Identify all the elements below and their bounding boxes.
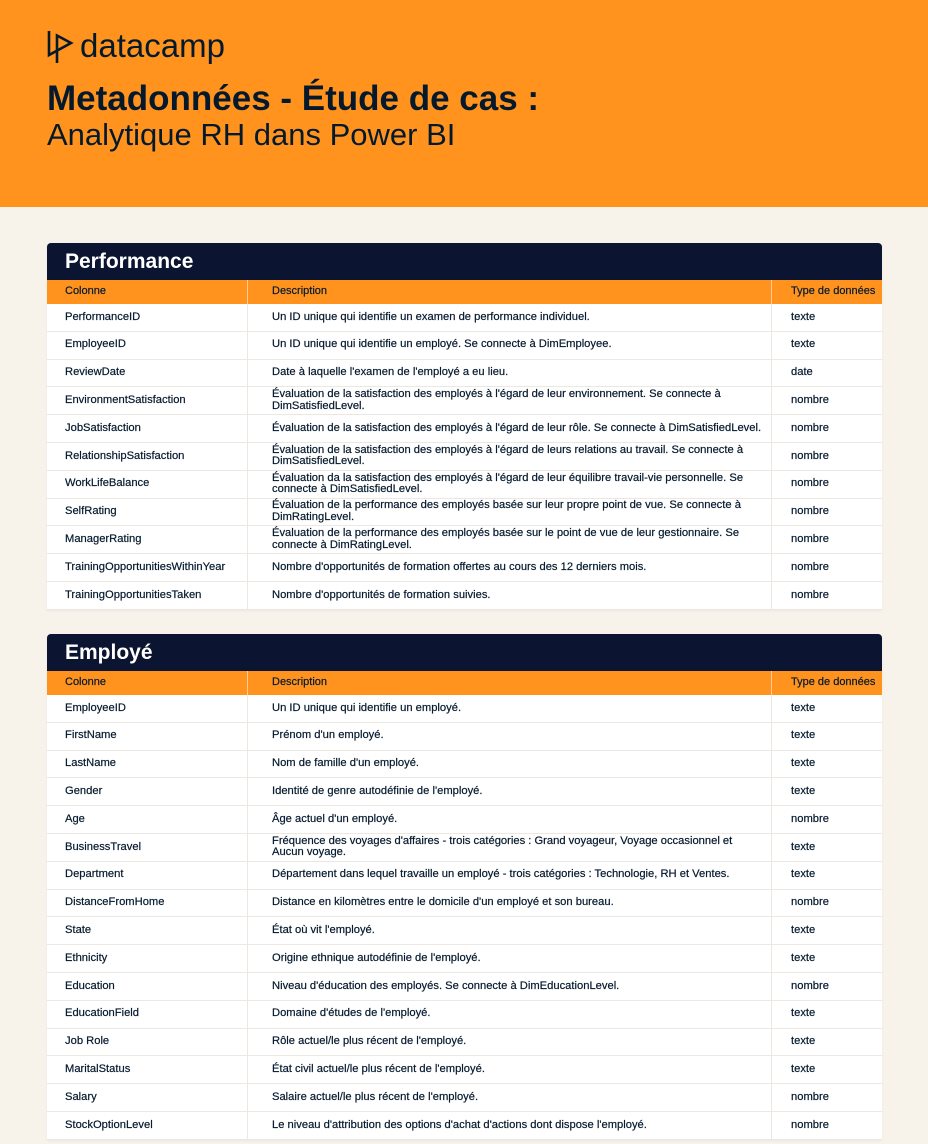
datacamp-logo-icon [46,29,74,65]
description-cell: Identité de genre autodéfinie de l'employé. [247,778,771,805]
data-type-cell: texte [771,778,882,805]
data-type-cell: nombre [771,415,882,442]
description-cell: Évaluation de la performance des employés basée sur leur propre point de vue. Se connecte à DimRatingLevel. [247,499,771,526]
table-row [47,1112,882,1140]
table-row [47,834,882,862]
column-name-cell: EmployeeID [65,701,126,714]
data-type-cell: nombre [771,526,882,553]
description-cell: Date à laquelle l'examen de l'employé a eu lieu. [247,360,771,387]
performance-table [47,243,882,610]
table-row [47,917,882,945]
description-cell: Nombre d'opportunités de formation suivies. [247,582,771,609]
column-name-cell: EducationField [65,1007,140,1020]
column-name-cell: Salary [65,1090,97,1103]
description-cell: État civil actuel/le plus récent de l'employé. [247,1056,771,1083]
table-row [47,695,882,723]
data-type-cell: nombre [771,890,882,917]
description-cell: Évaluation da la satisfaction des employés à l'égard de leur équilibre travail-vie personnelle. Se connecte à DimSatisfiedLevel. [247,471,771,498]
description-cell: Domaine d'études de l'employé. [247,1001,771,1028]
table-body [47,304,882,610]
description-cell: Origine ethnique autodéfinie de l'employé. [247,945,771,972]
data-type-cell: texte [771,332,882,359]
data-type-cell: texte [771,695,882,722]
column-name-cell: DistanceFromHome [65,896,165,909]
data-type-cell: nombre [771,582,882,609]
table-row [47,1056,882,1084]
column-header-description: Description [247,671,771,695]
description-cell: Évaluation de la performance des employés basée sur le point de vue de leur gestionnaire. Se connecte à DimRatingLevel. [247,526,771,553]
table-row [47,471,882,499]
description-cell: Distance en kilomètres entre le domicile d'un employé et son bureau. [247,890,771,917]
description-cell: Département dans lequel travaille un employé - trois catégories : Technologie, RH et Ventes. [247,862,771,889]
description-cell: Salaire actuel/le plus récent de l'employé. [247,1084,771,1111]
table-row [47,387,882,415]
table-row [47,1084,882,1112]
description-cell: Âge actuel d'un employé. [247,806,771,833]
table-row [47,499,882,527]
description-cell: Un ID unique qui identifie un employé. [247,695,771,722]
data-type-cell: nombre [771,973,882,1000]
description-cell: Un ID unique qui identifie un examen de performance individuel. [247,304,771,331]
column-name-cell: ManagerRating [65,532,142,545]
datacamp-logo-mark [46,29,74,65]
column-name-cell: Education [65,979,115,992]
column-name-cell: TrainingOpportunitiesTaken [65,588,202,601]
column-name-cell: SelfRating [65,505,117,518]
table-row [47,778,882,806]
table-row [47,332,882,360]
description-cell: État où vit l'employé. [247,917,771,944]
description-cell: Nom de famille d'un employé. [247,751,771,778]
column-name-cell: EnvironmentSatisfaction [65,393,186,406]
table-header-row [47,280,882,304]
table-row [47,526,882,554]
table-row [47,973,882,1001]
table-row [47,443,882,471]
description-cell: Évaluation de la satisfaction des employés à l'égard de leurs relations au travail. Se connecte à DimSatisfiedLevel. [247,443,771,470]
table-body [47,695,882,1140]
column-name-cell: StockOptionLevel [65,1118,153,1131]
table-row [47,554,882,582]
table-row [47,806,882,834]
table-row [47,582,882,610]
table-row [47,862,882,890]
data-type-cell: texte [771,1029,882,1056]
section-title: Employé [47,634,882,671]
table-row [47,723,882,751]
table-row [47,1029,882,1057]
description-cell: Le niveau d'attribution des options d'achat d'actions dont dispose l'employé. [247,1112,771,1139]
description-cell: Fréquence des voyages d'affaires - trois catégories : Grand voyageur, Voyage occasionnel et Aucun voyage. [247,834,771,861]
data-type-cell: texte [771,917,882,944]
logo-wordmark: datacamp [80,27,225,64]
column-name-cell: WorkLifeBalance [65,477,150,490]
table-row [47,1001,882,1029]
column-header-data-type: Type de données [771,671,882,695]
column-name-cell: MaritalStatus [65,1062,131,1075]
table-row [47,751,882,779]
employee-table [47,634,882,1140]
description-cell: Prénom d'un employé. [247,723,771,750]
table-row [47,945,882,973]
data-type-cell: nombre [771,471,882,498]
description-cell: Nombre d'opportunités de formation offertes au cours des 12 derniers mois. [247,554,771,581]
description-cell: Évaluation de la satisfaction des employés à l'égard de leur rôle. Se connecte à DimSatisfiedLevel. [247,415,771,442]
description-cell: Rôle actuel/le plus récent de l'employé. [247,1029,771,1056]
section-title: Performance [47,243,882,280]
table-row [47,360,882,388]
table-row [47,415,882,443]
data-type-cell: texte [771,1056,882,1083]
column-name-cell: LastName [65,757,116,770]
column-name-cell: Ethnicity [65,951,108,964]
data-type-cell: texte [771,751,882,778]
column-name-cell: Job Role [65,1035,110,1048]
description-cell: Évaluation de la satisfaction des employés à l'égard de leur environnement. Se connecte à DimSatisfiedLevel. [247,387,771,414]
data-type-cell: nombre [771,554,882,581]
table-row [47,304,882,332]
data-type-cell: nombre [771,1112,882,1139]
column-name-cell: BusinessTravel [65,840,142,853]
page-subtitle: Analytique RH dans Power BI [47,117,456,152]
column-name-cell: Gender [65,784,103,797]
column-name-cell: Department [65,868,124,881]
data-type-cell: nombre [771,387,882,414]
column-name-cell: State [65,923,92,936]
data-type-cell: nombre [771,443,882,470]
data-type-cell: nombre [771,1084,882,1111]
table-row [47,890,882,918]
column-name-cell: FirstName [65,729,117,742]
description-cell: Niveau d'éducation des employés. Se connecte à DimEducationLevel. [247,973,771,1000]
column-header-description: Description [247,280,771,304]
column-name-cell: JobSatisfaction [65,421,141,434]
column-name-cell: ReviewDate [65,366,126,379]
page-title: Metadonnées - Étude de cas : [47,79,540,118]
data-type-cell: date [771,360,882,387]
column-header-colonne: Colonne [65,676,106,689]
data-type-cell: nombre [771,806,882,833]
table-header-row [47,671,882,695]
description-cell: Un ID unique qui identifie un employé. Se connecte à DimEmployee. [247,332,771,359]
data-type-cell: texte [771,723,882,750]
data-type-cell: texte [771,1001,882,1028]
column-name-cell: EmployeeID [65,338,126,351]
column-name-cell: PerformanceID [65,310,141,323]
data-type-cell: texte [771,834,882,861]
column-name-cell: Age [65,812,85,825]
data-type-cell: nombre [771,499,882,526]
column-header-colonne: Colonne [65,285,106,298]
data-type-cell: texte [771,945,882,972]
column-name-cell: TrainingOpportunitiesWithinYear [65,560,226,573]
column-header-data-type: Type de données [771,280,882,304]
column-name-cell: RelationshipSatisfaction [65,449,185,462]
data-type-cell: texte [771,304,882,331]
data-type-cell: texte [771,862,882,889]
